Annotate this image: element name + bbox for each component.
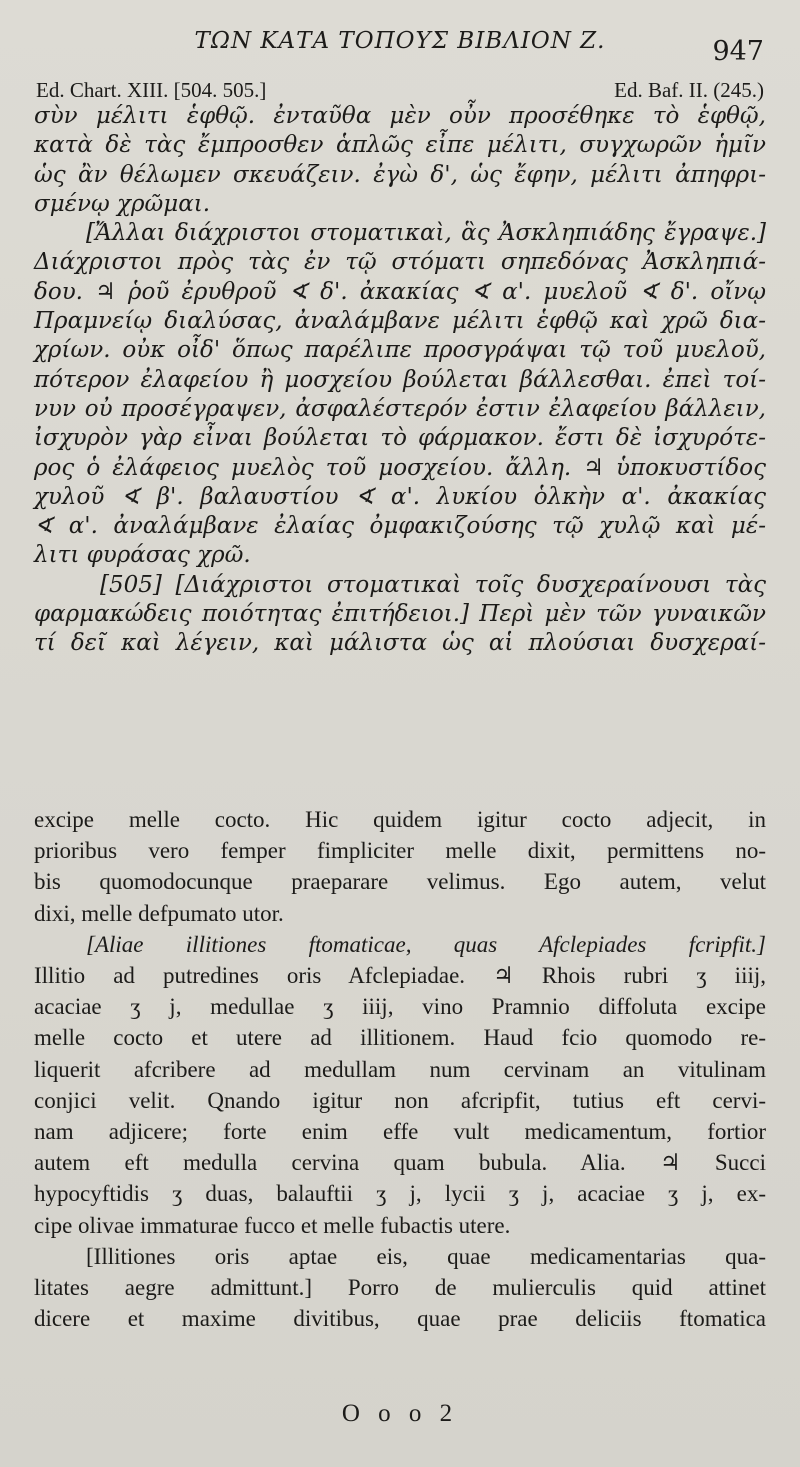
greek-line: Διάχριστοι πρὸς τὰς ἐν τῷ στόματι σηπεδόνας Ἀσκληπιά-: [34, 249, 766, 276]
latin-line: melle cocto et utere ad illitionem. Haud fcio quomodo re-: [34, 1025, 766, 1051]
latin-line: nam adjicere; forte enim effe vult medicamentum, fortior: [34, 1119, 766, 1145]
latin-line: dixi, melle defpumato utor.: [34, 900, 284, 926]
edition-line: [36, 78, 764, 103]
greek-line: κατὰ δὲ τὰς ἔμπροσθεν ἁπλῶς εἶπε μέλιτι, συγχωρῶν ἡμῖν: [34, 132, 766, 159]
greek-line: ὡς ἂν θέλωμεν σκευάζειν. ἐγὼ δ', ὡς ἔφην, μέλιτι ἀπηφρι-: [34, 161, 766, 188]
latin-line: Illitio ad putredines oris Afclepiadae. ♃ Rhois rubri ʒ iiij,: [34, 963, 766, 989]
greek-line: [Ἄλλαι διάχριστοι στοματικαὶ, ἃς Ἀσκληπιάδης ἔγραψε.]: [86, 220, 766, 247]
greek-line: χυλοῦ ∢ β'. βαλαυστίου ∢ α'. λυκίου ὁλκὴν α'. ἀκακίας: [34, 483, 766, 510]
greek-line: χρίων. οὐκ οἶδ' ὅπως παρέλιπε προσγράψαι τῷ τοῦ μυελοῦ,: [34, 337, 766, 364]
latin-line: dicere et maxime divitibus, quae prae deliciis ftomatica: [34, 1306, 766, 1332]
latin-line: liquerit afcribere ad medullam num cervinam an vitulinam: [34, 1056, 766, 1082]
signature-mark: O o o 2: [341, 1400, 459, 1427]
greek-line: σμένῳ χρῶμαι.: [34, 190, 211, 217]
greek-line: Πραμνείῳ διαλύσας, ἀναλάμβανε μέλιτι ἑφθῷ καὶ χρῶ δια-: [34, 308, 766, 335]
latin-line: litates aegre admittunt.] Porro de mulierculis quid attinet: [34, 1275, 766, 1301]
greek-line: λιτι φυράσας χρῶ.: [34, 542, 251, 569]
latin-line: acaciae ʒ j, medullae ʒ iiij, vino Pramnio diffoluta excipe: [34, 994, 766, 1020]
latin-line: bis quomodocunque praeparare velimus. Ego autem, velut: [34, 869, 766, 895]
greek-line: ἰσχυρὸν γὰρ εἶναι βούλεται τὸ φάρμακον. ἔστι δὲ ἰσχυρότε-: [34, 425, 766, 452]
greek-line: νυν οὐ προσέγραψεν, ἀσφαλέστερόν ἐστιν ἐλαφείου βάλλειν,: [34, 395, 766, 422]
greek-line: [505] [Διάχριστοι στοματικαὶ τοῖς δυσχεραίνουσι τὰς: [100, 571, 766, 598]
latin-line: hypocyftidis ʒ duas, balauftii ʒ j, lycii ʒ j, acaciae ʒ j, ex-: [34, 1181, 766, 1207]
greek-line: πότερον ἐλαφείου ἢ μοσχείου βούλεται βάλλεσθαι. ἐπεὶ τοί-: [34, 366, 766, 393]
edition-basel: Ed. Baf. II. (245.): [614, 78, 764, 102]
greek-line: τί δεῖ καὶ λέγειν, καὶ μάλιστα ὡς αἱ πλούσιαι δυσχεραί-: [34, 630, 766, 657]
latin-text: [34, 804, 766, 1334]
greek-line: ρος ὁ ἐλάφειος μυελὸς τοῦ μοσχείου. ἄλλη. ♃ ὑποκυστίδος: [34, 454, 766, 481]
latin-line: [Illitiones oris aptae eis, quae medicamentarias qua-: [86, 1243, 766, 1269]
greek-line: φαρμακώδεις ποιότητας ἐπιτήδειοι.] Περὶ μὲν τῶν γυναικῶν: [34, 601, 766, 628]
greek-line: σὺν μέλιτι ἑφθῷ. ἐνταῦθα μὲν οὖν προσέθηκε τὸ ἑφθῷ,: [34, 103, 766, 129]
page-number: 947: [712, 36, 764, 67]
greek-text: [34, 102, 766, 659]
latin-line: cipe olivae immaturae fucco et melle fubactis utere.: [34, 1212, 511, 1238]
greek-line: ∢ α'. ἀναλάμβανε ἐλαίας ὀμφακιζούσης τῷ χυλῷ καὶ μέ-: [34, 513, 766, 540]
latin-line: conjici velit. Qnando igitur non afcripfit, tutius eft cervi-: [34, 1087, 766, 1113]
latin-line: prioribus vero femper fimpliciter melle dixit, permittens no-: [34, 838, 766, 864]
latin-line: excipe melle cocto. Hic quidem igitur cocto adjecit, in: [34, 807, 766, 832]
latin-line: autem eft medulla cervina quam bubula. Alia. ♃ Succi: [34, 1150, 766, 1176]
latin-line: [Aliae illitiones ftomaticae, quas Afclepiades fcripfit.]: [86, 931, 766, 957]
running-head: ΤΩΝ ΚΑΤΑ ΤΟΠΟΥΣ ΒΙΒΛΙΟΝ Ζ.: [194, 28, 606, 54]
edition-chartier: Ed. Chart. XIII. [504. 505.]: [36, 78, 267, 102]
greek-line: δου. ♃ ῥοῦ ἐρυθροῦ ∢ δ'. ἀκακίας ∢ α'. μυελοῦ ∢ δ'. οἴνῳ: [34, 278, 766, 305]
